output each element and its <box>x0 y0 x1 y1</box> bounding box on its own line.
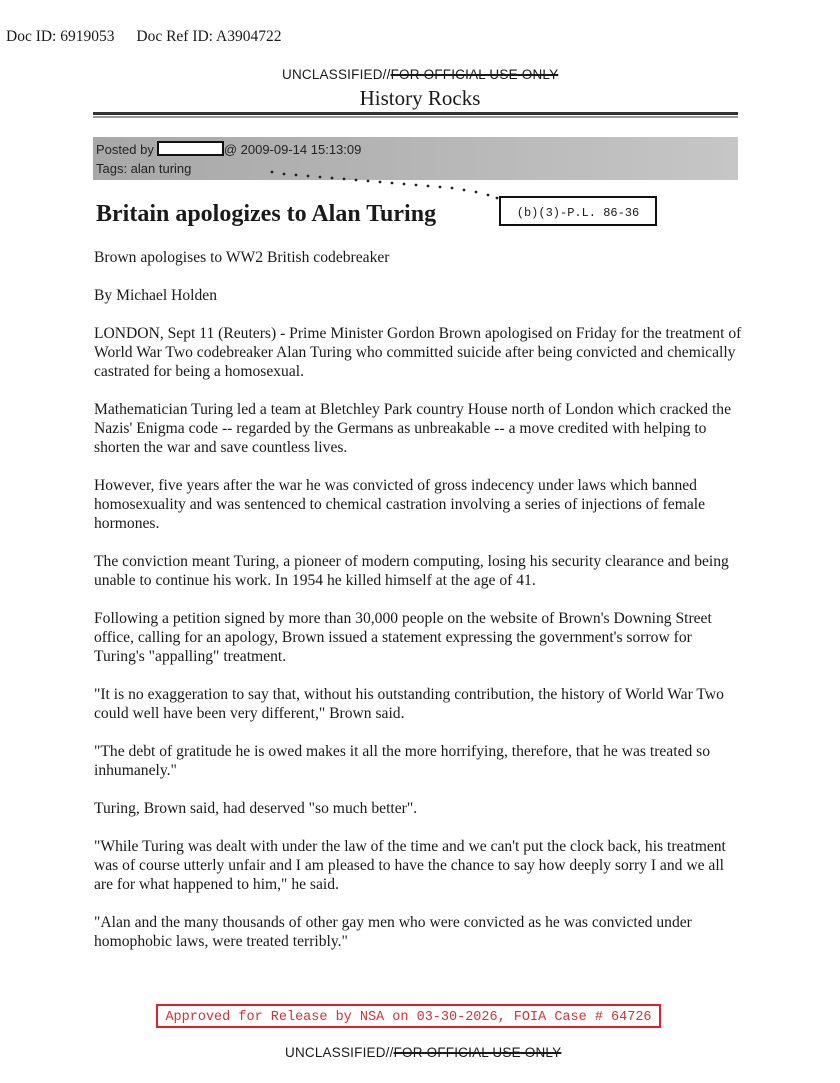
classification-struck-caveat: FOR OFFICIAL USE ONLY <box>390 67 559 82</box>
article-paragraph: "Alan and the many thousands of other gay men who were convicted as he was convicted under homophobic laws, were treated terribly." <box>94 914 692 950</box>
doc-id: Doc ID: 6919053 <box>6 28 115 45</box>
classification-marking-top <box>282 67 558 82</box>
classification-level: UNCLASSIFIED// <box>285 1045 394 1060</box>
doc-ref-id: Doc Ref ID: A3904722 <box>136 28 282 45</box>
article-paragraph: Following a petition signed by more than 30,000 people on the website of Brown's Downing Street office, calling for an apology, Brown issued a statement expressing the government's sorrow for Turing's "appalling" treatment. <box>94 610 712 665</box>
exemption-label-box: (b)(3)-P.L. 86-36 <box>499 196 657 226</box>
title-divider-shadow <box>93 116 738 118</box>
article-body <box>94 248 744 970</box>
classification-marking-bottom <box>285 1045 561 1060</box>
article-headline: Britain apologizes to Alan Turing <box>96 201 437 227</box>
redaction-leader-dots <box>270 170 500 200</box>
posted-by-line <box>96 141 361 157</box>
classification-struck-caveat: FOR OFFICIAL USE ONLY <box>393 1045 562 1060</box>
classification-level: UNCLASSIFIED// <box>282 67 391 82</box>
article-paragraph: Mathematician Turing led a team at Bletchley Park country House north of London which cracked the Nazis' Enigma code -- regarded by the Germans as unbreakable -- a move credited with helping to shorten the war and save countless lives. <box>94 401 732 456</box>
article-byline: By Michael Holden <box>94 287 217 304</box>
article-paragraph: LONDON, Sept 11 (Reuters) - Prime Minister Gordon Brown apologised on Friday for the treatment of World War Two codebreaker Alan Turing who committed suicide after being convicted and chemically castrated for being a homosexual. <box>94 325 742 380</box>
article-paragraph: Turing, Brown said, had deserved "so much better". <box>94 800 418 817</box>
release-approval-stamp: Approved for Release by NSA on 03-30-2026, FOIA Case # 64726 <box>156 1004 661 1028</box>
post-timestamp: @ 2009-09-14 15:13:09 <box>223 142 362 157</box>
article-paragraph: However, five years after the war he was convicted of gross indecency under laws which banned homosexuality and was sentenced to chemical castration involving a series of injections of female hormones. <box>94 477 705 532</box>
document-id-line <box>6 28 281 46</box>
post-tags[interactable]: Tags: alan turing <box>96 161 192 176</box>
article-paragraph: The conviction meant Turing, a pioneer of modern computing, losing his security clearance and being unable to continue his work. In 1954 he killed himself at the age of 41. <box>94 553 729 589</box>
article-paragraph: "It is no exaggeration to say that, without his outstanding contribution, the history of World War Two could well have been very different," Brown said. <box>94 686 724 722</box>
title-divider <box>93 112 738 115</box>
article-paragraph: "While Turing was dealt with under the law of the time and we can't put the clock back, his treatment was of course utterly unfair and I am pleased to have the chance to say how deeply sorry I and we all are for what happened to him," he said. <box>94 838 726 893</box>
page-title: History Rocks <box>359 86 481 110</box>
article-subheading: Brown apologises to WW2 British codebreaker <box>94 249 390 266</box>
posted-by-label: Posted by <box>96 142 154 157</box>
redacted-author-box <box>157 141 224 156</box>
article-paragraph: "The debt of gratitude he is owed makes it all the more horrifying, therefore, that he was treated so inhumanely." <box>94 743 711 779</box>
